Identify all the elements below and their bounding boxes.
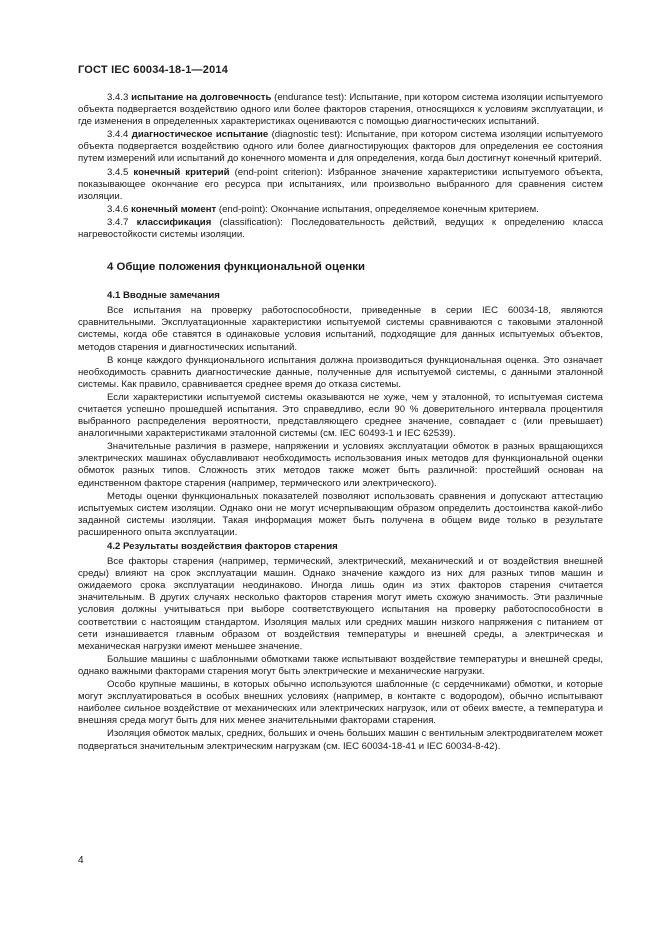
definition-3-4-3: 3.4.3 испытание на долговечность (endurance test): Испытание, при котором система изоляции испытуемого объекта подвергается воздействию одного или более факторов старения, относящихся к условиям эксплуатации, и где изменения в определенных характеристиках оцениваются с помощью диагностических испытаний. bbox=[78, 92, 603, 128]
paragraph: В конце каждого функционального испытания должна производиться функциональная оценка. Это означает необходимость сравнить диагностические данные, полученные для испытуемой системы, с данными эталонной системы. Как правило, сравнивается среднее время до отказа системы. bbox=[78, 354, 603, 390]
page-content bbox=[78, 92, 603, 754]
definition-term: конечный критерий bbox=[133, 166, 230, 178]
definition-3-4-6: 3.4.6 конечный момент (end-point): Окончание испытания, определяемое конечным критерием. bbox=[107, 203, 539, 215]
paragraph: Особо крупные машины, в которых обычно используются шаблонные (с сердечниками) обмотки, и которые могут эксплуатироваться в особых внешних условиях (например, в контакте с водородом), обычно испытывают наиболее сильное воздействие от механических или электрических нагрузок, или от обеих вместе, а температура и внешняя среда могут быть для них менее значительными факторами старения. bbox=[78, 679, 603, 727]
paragraph: Большие машины с шаблонными обмотками также испытывают воздействие температуры и внешней среды, однако важными факторами старения могут быть электрические и механические нагрузки. bbox=[78, 653, 603, 677]
definition-term: конечный момент bbox=[131, 203, 217, 215]
definitions-list bbox=[78, 92, 603, 241]
definition-term: испытание на долговечность bbox=[131, 92, 272, 103]
paragraph: Изоляция обмоток малых, средних, больших и очень больших машин с вентильным электродвигателем может подвергаться значительным электрическим нагрузкам (см. IEC 60034-18-41 и IEC 60034-8-42). bbox=[78, 728, 603, 752]
paragraph: Все факторы старения (например, термический, электрический, механический и от воздействия внешней среды) влияют на срок эксплуатации машин. Однако значение каждого из них для разных типов машин и ожидаемого срока эксплуатации неодинаково. Иногда лишь один из этих факторов старения считается значительным. В других случаях несколько факторов старения могут иметь схожую значимость. Эти различные условия должны учитываться при выборе соответствующего испытания на проверку работоспособности в соответствии с настоящим стандартом. Изоляция малых или средних машин низкого напряжения с питанием от сети изнашивается главным образом от воздействия температуры и внешней среды, а электрическая и механическая нагрузки имеют меньшее значение. bbox=[78, 556, 603, 652]
definition-3-4-5: 3.4.5 конечный критерий (end-point criterion): Избранное значение характеристики испытуемого объекта, показывающее окончание его ресурса при испытаниях, или произвольно выбранного для сравнения систем изоляции. bbox=[78, 166, 604, 202]
subsection-heading-4-2: 4.2 Результаты воздействия факторов старения bbox=[107, 541, 338, 552]
definition-3-4-7: 3.4.7 классификация (classification): Последовательность действий, ведущих к определению класса нагревостойкости системы изоляции. bbox=[78, 216, 604, 241]
paragraph: Значительные различия в размере, напряжении и условиях эксплуатации обмоток в разных вращающихся электрических машинах обуславливают необходимость использования иных методов для функциональной оценки обмоток разных типов. Сложность этих методов также может быть различной: простейший основан на единственном факторе старения (например, термического или электрического). bbox=[78, 441, 603, 489]
subsection-heading-4-1: 4.1 Вводные замечания bbox=[107, 290, 220, 302]
paragraph: Все испытания на проверку работоспособности, приведенные в серии IEC 60034-18, являются сравнительными. Эксплуатационные характеристики испытуемой системы сравниваются с таковыми эталонной системы, когда обе ставятся в одинаковые условия испытаний, подходящие для данных испытуемых объектов, методов старения и диагностических испытаний. bbox=[78, 305, 603, 353]
paragraph: Если характеристики испытуемой системы оказываются не хуже, чем у эталонной, то испытуемая система считается успешно прошедшей испытания. Это справедливо, если 90 % доверительного интервала процентиля выбранного распределения вероятности, представляющего среднее значение, совпадает с (или превышает) аналогичными характеристиками эталонной системы (см. IEC 60493-1 и IEC 62539). bbox=[78, 391, 603, 440]
document-code-header: ГОСТ IEC 60034-18-1—2014 bbox=[78, 64, 229, 76]
definition-term: классификация bbox=[136, 216, 212, 228]
definition-3-4-4: 3.4.4 диагностическое испытание (diagnostic test): Испытание, при котором система изоляции испытуемого объекта подвергается воздействию одного или более диагностирующих факторов для определения ее состояния путем измерений или испытаний до конечного момента и для определения, когда был достигнут конечный критерий. bbox=[78, 129, 604, 165]
paragraph: Методы оценки функциональных показателей позволяют использовать сравнения и допускают аттестацию испытуемых систем изоляции. Однако они не могут исчерпывающим образом определить достоинства какой-либо заданной системы изоляции. Такая информация может быть получена в общем виде только в результате расширенного опыта эксплуатации. bbox=[78, 490, 603, 538]
section-heading-4: 4 Общие положения функциональной оценки bbox=[107, 261, 365, 274]
definition-term: диагностическое испытание bbox=[131, 129, 269, 141]
page-number: 4 bbox=[78, 855, 84, 866]
